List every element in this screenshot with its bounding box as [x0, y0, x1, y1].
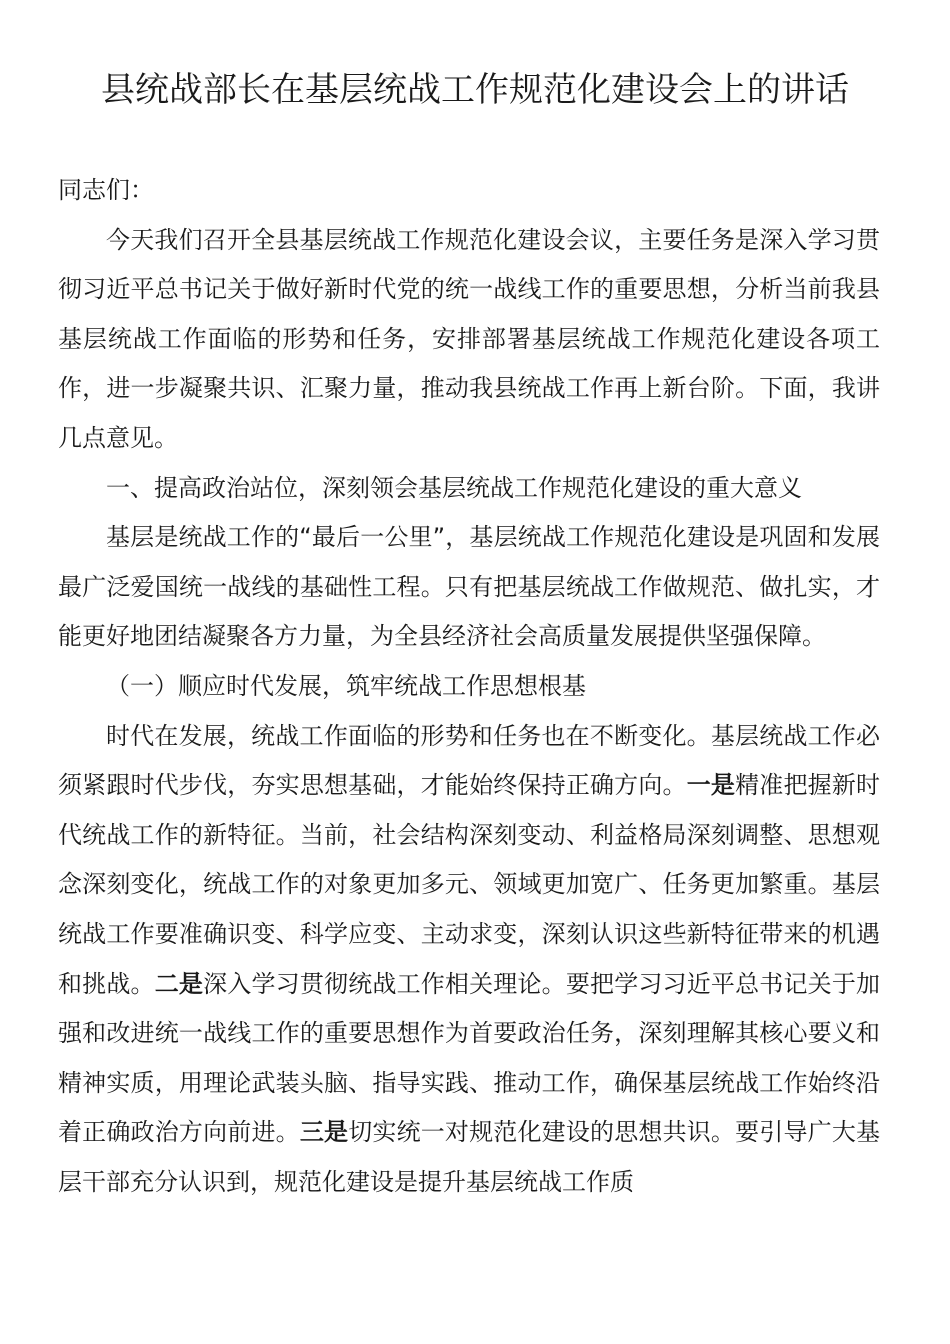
subsection-heading: （一）顺应时代发展，筑牢统战工作思想根基 — [106, 671, 586, 700]
document-body — [58, 166, 880, 1207]
point-2-label: 二是 — [154, 969, 204, 998]
section-paragraph: 基层是统战工作的“最后一公里”，基层统战工作规范化建设是巩固和发展最广泛爱国统一战线的基础性工程。只有把基层统战工作做规范、做扎实，才能更好地团结凝聚各方力量，为全县经济社会高质量发展提供坚强保障。 — [58, 523, 880, 651]
point-3-label: 三是 — [299, 1118, 349, 1147]
intro-paragraph: 今天我们召开全县基层统战工作规范化建设会议，主要任务是深入学习贯彻习近平总书记关于做好新时代党的统一战线工作的重要思想，分析当前我县基层统战工作面临的形势和任务，安排部署基层统战工作规范化建设各项工作，进一步凝聚共识、汇聚力量，推动我县统战工作再上新台阶。下面，我讲几点意见。 — [58, 225, 880, 452]
point-1-text: 精准把握新时代统战工作的新特征。当前，社会结构深刻变动、利益格局深刻调整、思想观念深刻变化，统战工作的对象更加多元、领域更加宽广、任务更加繁重。基层统战工作要准确识变、科学应变、主动求变，深刻认识这些新特征带来的机遇和挑战。 — [58, 771, 881, 998]
salutation: 同志们： — [58, 176, 154, 204]
document-title: 县统战部长在基层统战工作规范化建设会上的讲话 — [101, 70, 849, 110]
point-1-label: 一是 — [686, 771, 736, 800]
point-3-text: 切实统一对规范化建设的思想共识。要引导广大基层干部充分认识到，规范化建设是提升基层统战工作质 — [58, 1118, 881, 1196]
subsection-paragraph — [58, 712, 880, 1208]
subsection-lead: 时代在发展，统战工作面临的形势和任务也在不断变化。基层统战工作必须紧跟时代步伐，夯实思想基础，才能始终保持正确方向。 — [58, 721, 880, 800]
section-heading: 一、提高政治站位，深刻领会基层统战工作规范化建设的重大意义 — [106, 473, 802, 502]
point-2-text: 深入学习贯彻统战工作相关理论。要把学习习近平总书记关于加强和改进统一战线工作的重要思想作为首要政治任务，深刻理解其核心要义和精神实质，用理论武装头脑、指导实践、推动工作，确保基层统战工作始终沿着正确政治方向前进。 — [58, 969, 881, 1147]
